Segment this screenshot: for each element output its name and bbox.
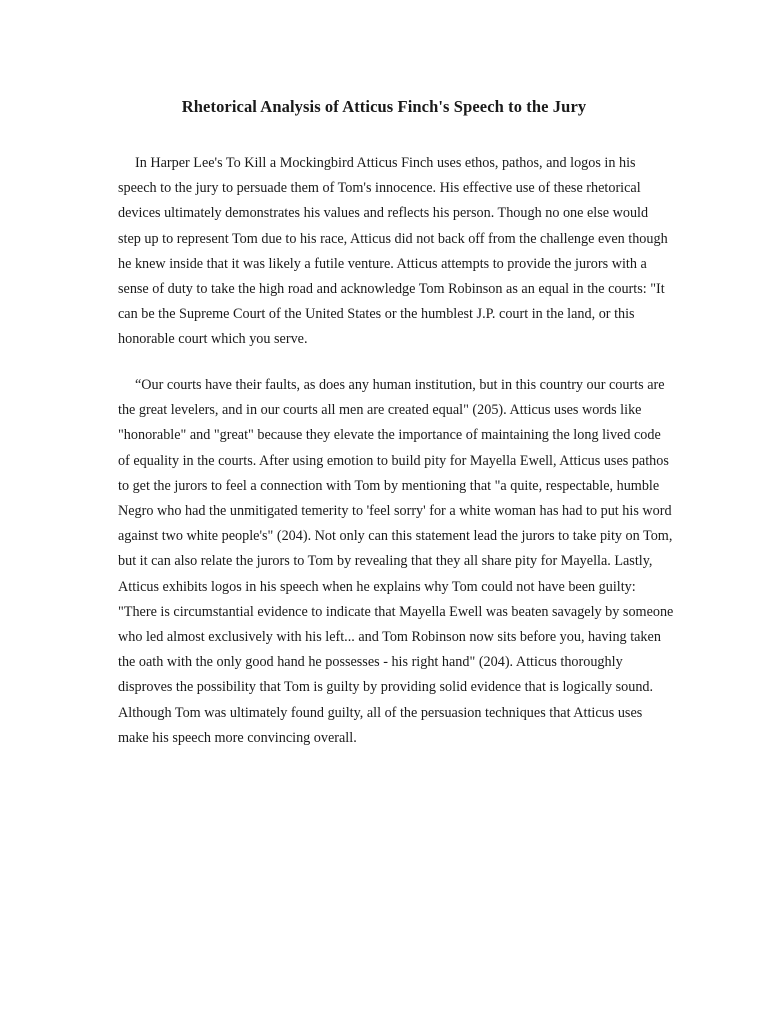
- document-title: Rhetorical Analysis of Atticus Finch's Speech to the Jury: [181, 97, 587, 116]
- paragraph-2: [118, 373, 674, 751]
- paragraph-1: [118, 151, 674, 353]
- paragraph-1-text: In Harper Lee's To Kill a Mockingbird Atticus Finch uses ethos, pathos, and logos in his speech to the jury to persuade them of Tom's innocence. His effective use of these rhetorical devices ultimately demonstrates his values and reflects his person. Though no one else would step up to represent Tom due to his race, Atticus did not back off from the challenge even though he knew inside that it was likely a futile venture. Atticus attempts to provide the jurors with a sense of duty to take the high road and acknowledge Tom Robinson as an equal in the courts: "It can be the Supreme Court of the United States or the humblest J.P. court in the land, or this honorable court which you serve.: [118, 155, 668, 348]
- paragraph-2-text: “Our courts have their faults, as does any human institution, but in this country our courts are the great levelers, and in our courts all men are created equal" (205). Atticus uses words like "honorable" and "great" because they elevate the importance of maintaining the long lived code of equality in the courts. After using emotion to build pity for Mayella Ewell, Atticus uses pathos to get the jurors to feel a connection with Tom by mentioning that "a quite, respectable, humble Negro who had the unmitigated temerity to 'feel sorry' for a white woman has had to put his word against two white people's" (204). Not only can this statement lead the jurors to take pity on Tom, but it can also relate the jurors to Tom by revealing that they all share pity for Mayella. Lastly, Atticus exhibits logos in his speech when he explains why Tom could not have been guilty: "There is circumstantial evidence to indicate that Mayella Ewell was beaten savagely by someone who led almost exclusively with his left... and Tom Robinson now sits before you, having taken the oath with the only good hand he possesses - his right hand" (204). Atticus thoroughly disproves the possibility that Tom is guilty by providing solid evidence that is logically sound. Although Tom was ultimately found guilty, all of the persuasion techniques that Atticus uses make his speech more convincing overall.: [118, 377, 674, 746]
